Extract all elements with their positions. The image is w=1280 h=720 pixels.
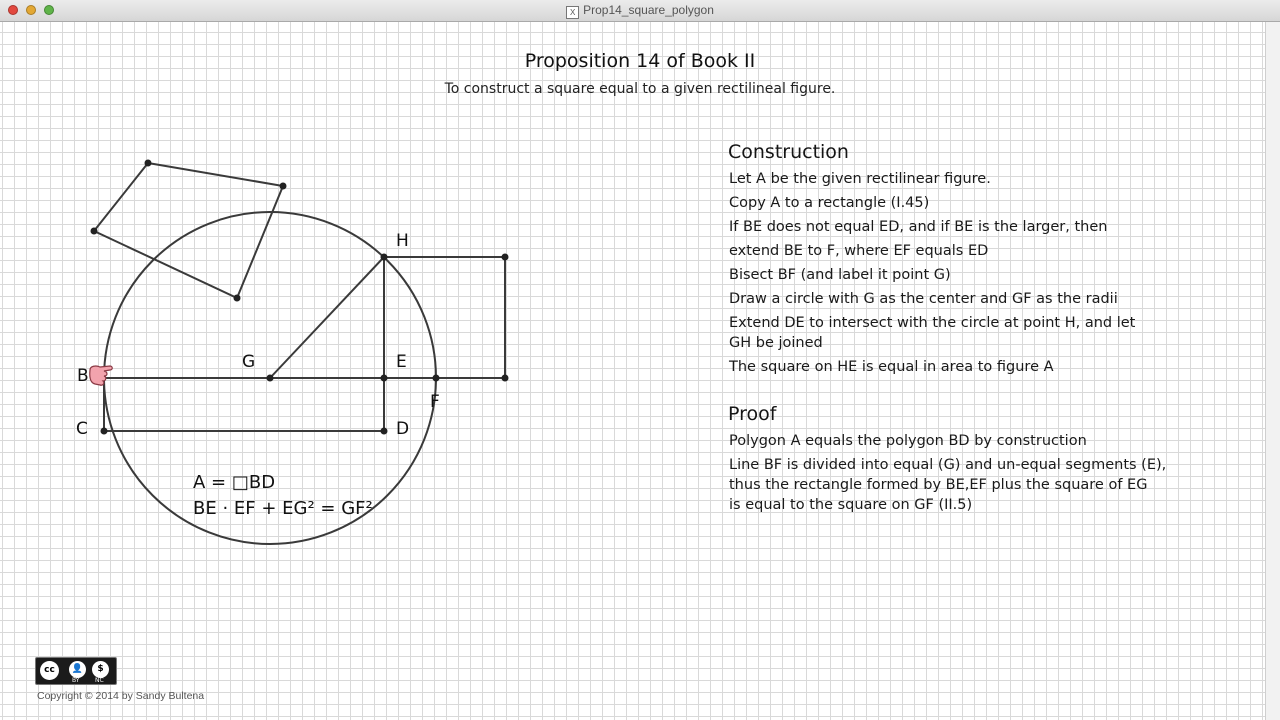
proof-line: Line BF is divided into equal (G) and un-equal segments (E), xyxy=(729,457,1167,473)
vertex-dot xyxy=(145,160,152,167)
vertex-dot xyxy=(280,183,287,190)
formula-area: A = □BD xyxy=(193,472,276,493)
proof-line: thus the rectangle formed by BE,EF plus the square of EG xyxy=(729,477,1148,493)
proof-heading: Proof xyxy=(728,403,777,425)
construction-step: Draw a circle with G as the center and GF as the radii xyxy=(729,291,1118,307)
construction-step: extend BE to F, where EF equals ED xyxy=(729,243,989,259)
construction-heading: Construction xyxy=(728,141,849,163)
attribution-icon: 👤 xyxy=(69,661,86,678)
window-title-text: Prop14_square_polygon xyxy=(583,3,714,17)
construction-step: GH be joined xyxy=(729,335,823,351)
point-h-dot xyxy=(381,254,388,261)
page-subtitle: To construct a square equal to a given rectilineal figure. xyxy=(444,81,836,97)
document-icon: X xyxy=(566,6,579,19)
creative-commons-badge[interactable] xyxy=(35,657,117,685)
construction-step: If BE does not equal ED, and if BE is the larger, then xyxy=(729,219,1108,235)
point-label-b: B xyxy=(77,366,89,386)
line-gh xyxy=(270,257,384,378)
square-corner-dot xyxy=(502,375,509,382)
vertex-dot xyxy=(234,295,241,302)
point-label-f: F xyxy=(430,392,440,412)
proof-line: Polygon A equals the polygon BD by construction xyxy=(729,433,1087,449)
point-label-h: H xyxy=(396,231,409,251)
construction-step: Let A be the given rectilinear figure. xyxy=(729,171,991,187)
point-label-c: C xyxy=(76,419,88,439)
copyright-text: Copyright © 2014 by Sandy Bultena xyxy=(37,690,205,702)
license-nc-tag: NC xyxy=(95,677,104,684)
construction-step: The square on HE is equal in area to figure A xyxy=(729,359,1054,375)
point-label-d: D xyxy=(396,419,410,439)
proof-line: is equal to the square on GF (II.5) xyxy=(729,497,973,513)
construction-step: Bisect BF (and label it point G) xyxy=(729,267,951,283)
point-c-dot xyxy=(101,428,108,435)
polygon-a xyxy=(94,163,283,298)
construction-step: Extend DE to intersect with the circle at point H, and let xyxy=(729,315,1136,331)
square-corner-dot xyxy=(502,254,509,261)
point-e-dot xyxy=(381,375,388,382)
vertex-dot xyxy=(91,228,98,235)
point-label-g: G xyxy=(242,352,256,372)
formula-equation: BE · EF + EG² = GF² xyxy=(193,498,373,519)
cc-icon: cc xyxy=(40,661,59,680)
noncommercial-icon: $ xyxy=(92,661,109,678)
license-by-tag: BY xyxy=(72,677,80,684)
point-f-dot xyxy=(433,375,440,382)
point-d-dot xyxy=(381,428,388,435)
page-title: Proposition 14 of Book II xyxy=(524,50,756,72)
point-label-e: E xyxy=(396,352,407,372)
point-g-dot xyxy=(267,375,274,382)
construction-step: Copy A to a rectangle (I.45) xyxy=(729,195,930,211)
pointing-hand-cursor-icon xyxy=(90,366,113,385)
